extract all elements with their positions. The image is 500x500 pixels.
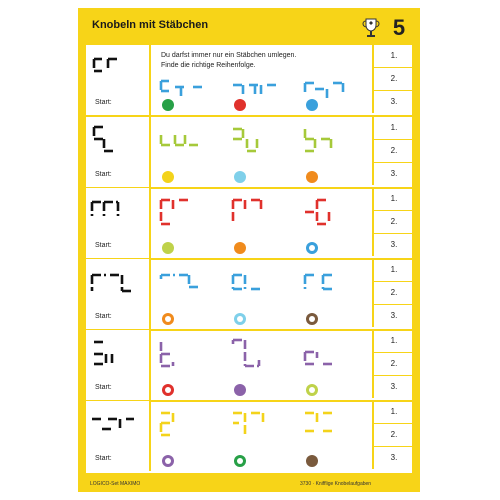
options-area — [151, 401, 371, 471]
color-dot — [234, 242, 246, 254]
color-dot — [162, 242, 174, 254]
page-title: Knobeln mit Stäbchen — [92, 19, 209, 31]
color-dot — [234, 171, 246, 183]
stick-option — [303, 409, 357, 449]
answer-divider — [372, 90, 412, 91]
start-stick-pattern — [90, 123, 134, 163]
answer-divider — [372, 210, 412, 211]
answer-divider — [372, 446, 412, 447]
answer-slot[interactable]: 3. — [372, 163, 414, 185]
start-label: Start: — [95, 313, 112, 320]
answer-column — [372, 330, 412, 400]
color-dot — [162, 99, 174, 111]
stick-option — [303, 338, 357, 378]
start-label: Start: — [95, 99, 112, 106]
answer-slot[interactable]: 2. — [372, 68, 414, 90]
start-cell — [86, 45, 151, 115]
stick-option — [231, 125, 285, 165]
stick-option — [159, 409, 213, 449]
options-area — [151, 259, 371, 329]
task-row — [86, 401, 412, 472]
color-dot — [234, 99, 246, 111]
task-row — [86, 188, 412, 259]
stick-option — [159, 267, 213, 307]
options-area — [151, 188, 371, 258]
color-dot — [306, 99, 318, 111]
trophy-icon — [359, 16, 383, 40]
answer-slot[interactable]: 3. — [372, 91, 414, 113]
color-dot — [306, 242, 318, 254]
task-grid — [86, 45, 412, 473]
start-stick-pattern — [90, 336, 134, 376]
answer-slot[interactable]: 3. — [372, 447, 414, 469]
color-dot — [234, 455, 246, 467]
stick-option — [303, 125, 357, 165]
task-row — [86, 330, 412, 401]
answer-divider — [372, 423, 412, 424]
answer-slot[interactable]: 2. — [372, 211, 414, 233]
color-dot — [306, 171, 318, 183]
answer-slot[interactable]: 2. — [372, 140, 414, 162]
start-label: Start: — [95, 242, 112, 249]
color-dot — [234, 313, 246, 325]
answer-divider — [372, 281, 412, 282]
color-dot — [162, 384, 174, 396]
start-cell — [86, 259, 151, 329]
options-area — [151, 45, 371, 115]
start-stick-pattern — [90, 407, 134, 447]
answer-divider — [372, 304, 412, 305]
answer-column — [372, 117, 412, 187]
task-row — [86, 259, 412, 330]
stick-option — [231, 267, 285, 307]
instructions — [161, 51, 361, 71]
instruction-line-2: Finde die richtige Reihenfolge. — [161, 62, 256, 69]
answer-slot[interactable]: 3. — [372, 234, 414, 256]
start-stick-pattern — [90, 265, 134, 305]
answer-column — [372, 259, 412, 329]
level-number: 5 — [392, 15, 406, 40]
start-stick-pattern — [90, 51, 134, 91]
footer-right: 3730 · Knifflige Knobelaufgaben — [300, 481, 372, 487]
answer-divider — [372, 162, 412, 163]
start-label: Start: — [95, 384, 112, 391]
answer-divider — [372, 352, 412, 353]
task-row — [86, 117, 412, 188]
answer-slot[interactable]: 3. — [372, 305, 414, 327]
answer-slot[interactable]: 2. — [372, 424, 414, 446]
answer-divider — [372, 139, 412, 140]
start-cell — [86, 330, 151, 400]
start-cell — [86, 188, 151, 258]
footer-left: LOGICO-Set MAXIMO — [90, 481, 141, 487]
start-stick-pattern — [90, 194, 134, 234]
start-cell — [86, 401, 151, 471]
color-dot — [306, 455, 318, 467]
task-row — [86, 45, 412, 116]
answer-column — [372, 45, 412, 115]
answer-slot[interactable]: 1. — [372, 45, 414, 67]
stick-option — [159, 125, 213, 165]
answer-slot[interactable]: 1. — [372, 188, 414, 210]
answer-column — [372, 188, 412, 258]
answer-divider — [372, 233, 412, 234]
color-dot — [234, 384, 246, 396]
stick-option — [231, 196, 285, 236]
start-cell — [86, 117, 151, 187]
answer-slot[interactable]: 2. — [372, 282, 414, 304]
options-area — [151, 117, 371, 187]
start-label: Start: — [95, 455, 112, 462]
answer-divider — [372, 375, 412, 376]
instruction-line-1: Du darfst immer nur ein Stäbchen umlegen. — [161, 52, 297, 59]
answer-slot[interactable]: 1. — [372, 401, 414, 423]
stick-option — [159, 338, 213, 378]
answer-divider — [372, 67, 412, 68]
stick-option — [231, 409, 285, 449]
stick-option — [159, 196, 213, 236]
color-dot — [306, 384, 318, 396]
answer-column — [372, 401, 412, 471]
color-dot — [162, 313, 174, 325]
answer-slot[interactable]: 3. — [372, 376, 414, 398]
answer-slot[interactable]: 1. — [372, 330, 414, 352]
stick-option — [303, 196, 357, 236]
options-area — [151, 330, 371, 400]
start-label: Start: — [95, 171, 112, 178]
answer-slot[interactable]: 1. — [372, 117, 414, 139]
color-dot — [306, 313, 318, 325]
color-dot — [162, 171, 174, 183]
color-dot — [162, 455, 174, 467]
stick-option — [231, 338, 285, 378]
answer-slot[interactable]: 2. — [372, 353, 414, 375]
header-bar — [86, 13, 412, 44]
stick-option — [303, 267, 357, 307]
answer-slot[interactable]: 1. — [372, 259, 414, 281]
